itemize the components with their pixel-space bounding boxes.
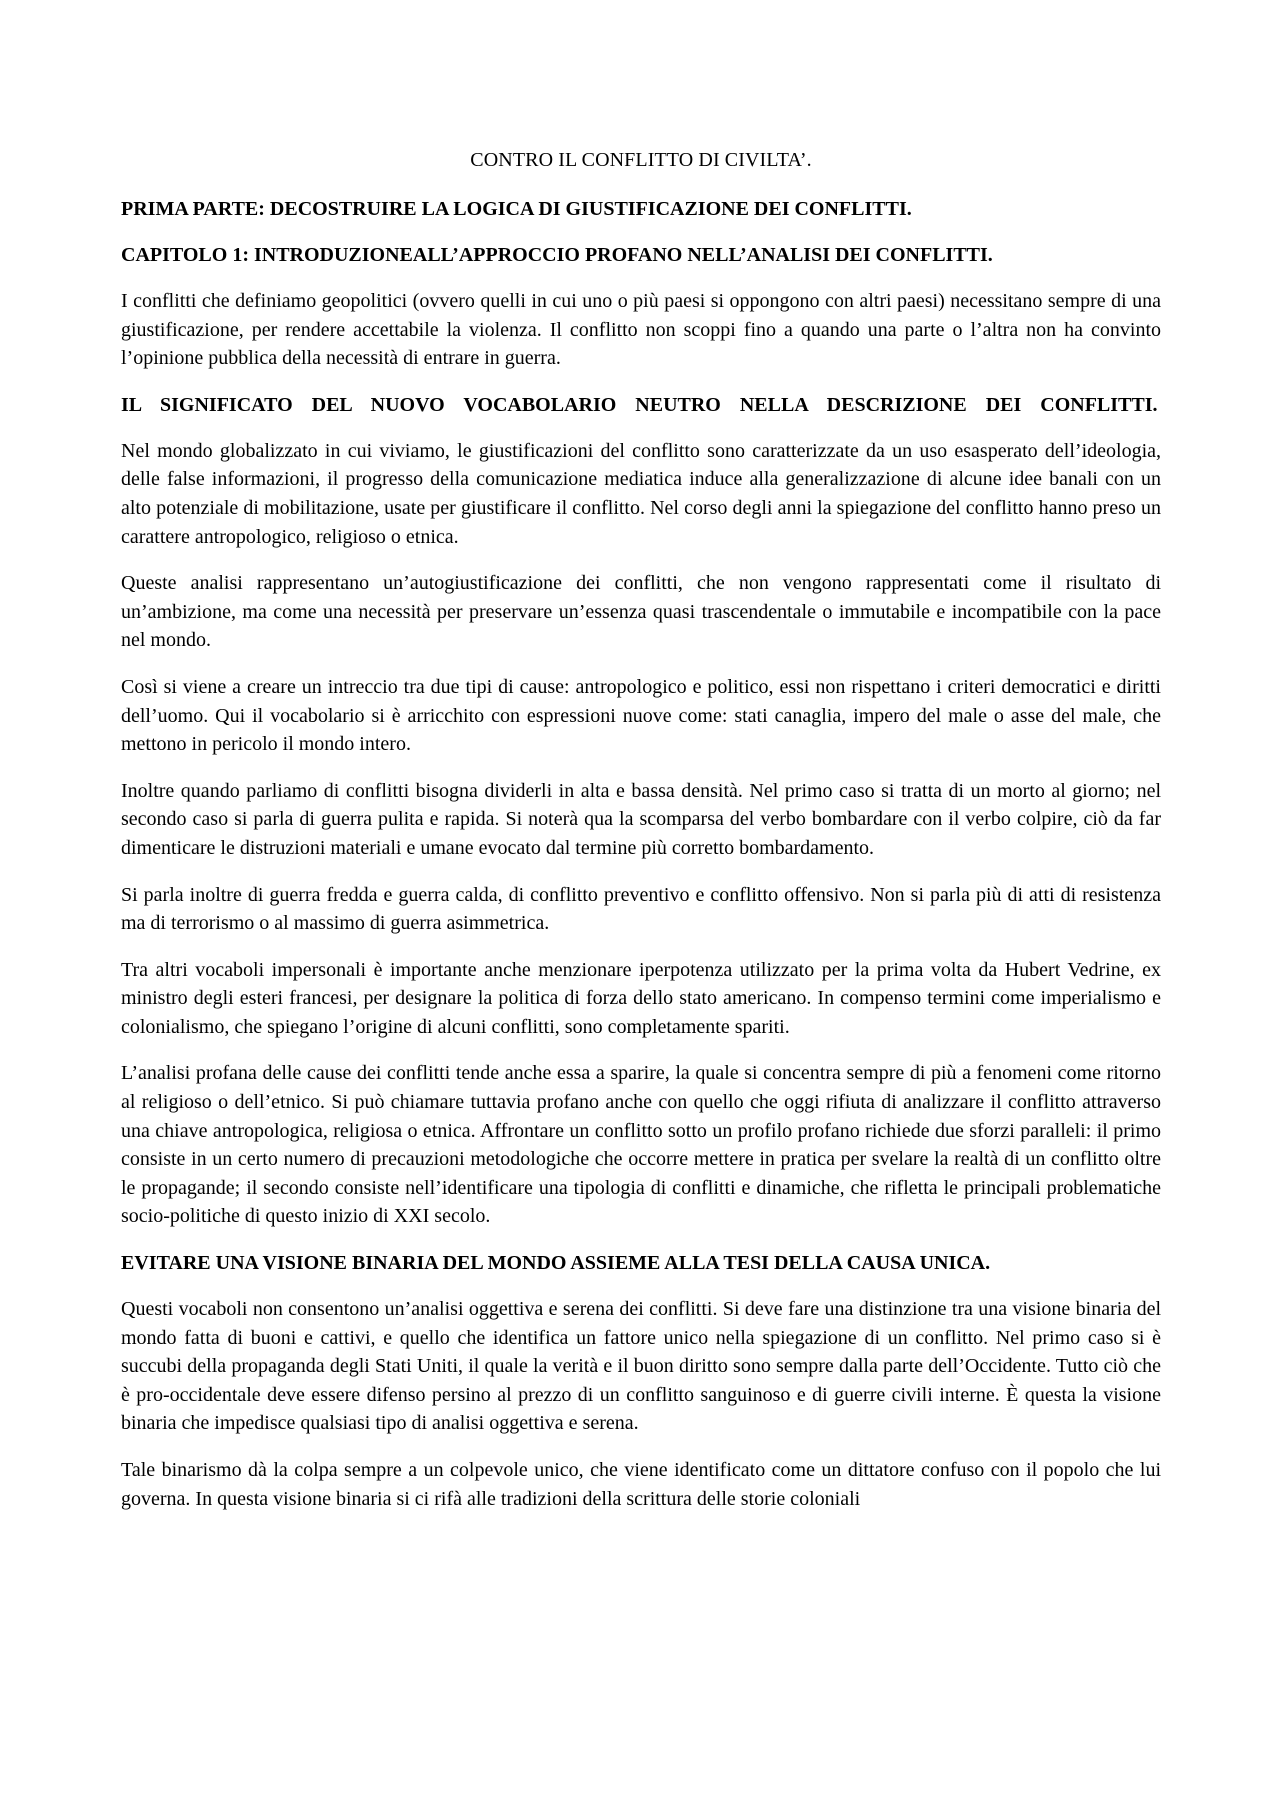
paragraph: Così si viene a creare un intreccio tra due tipi di cause: antropologico e politico, essi non rispettano i criteri democratici e diritti dell’uomo. Qui il vocabolario si è arricchito con espressioni nuove come: stati canaglia, impero del male o asse del male, che mettono in pericolo il mondo intero.	[121, 675, 1161, 756]
document-title: CONTRO IL CONFLITTO DI CIVILTA’.	[470, 149, 812, 171]
part-heading: PRIMA PARTE: DECOSTRUIRE LA LOGICA DI GIUSTIFICAZIONE DEI CONFLITTI.	[121, 198, 912, 220]
paragraph: L’analisi profana delle cause dei conflitti tende anche essa a sparire, la quale si concentra sempre di più a fenomeni come ritorno al religioso o dell’etnico. Si può chiamare tuttavia profano anche con quello che oggi rifiuta di analizzare il conflitto attraverso una chiave antropologica, religiosa o etnica. Affrontare un conflitto sotto un profilo profano richiede due sforzi paralleli: il primo consiste in un certo numero di precauzioni metodologiche che occorre mettere in pratica per svelare la realtà di un conflitto oltre le propagande; il secondo consiste nell’identificare una tipologia di conflitti e dinamiche, che rifletta le principali problematiche socio-politiche di questo inizio di XXI secolo.	[121, 1062, 1161, 1228]
intro-paragraph: I conflitti che definiamo geopolitici (ovvero quelli in cui uno o più paesi si oppongono con altri paesi) necessitano sempre di una giustificazione, per rendere accettabile la violenza. Il conflitto non scoppi fino a quando una parte o l’altra non ha convinto l’opinione pubblica della necessità di entrare in guerra.	[121, 290, 1161, 370]
section-heading-vocabolario: IL SIGNIFICATO DEL NUOVO VOCABOLARIO NEUTRO NELLA DESCRIZIONE DEI CONFLITTI.	[121, 393, 1158, 416]
section-heading-visione-binaria: EVITARE UNA VISIONE BINARIA DEL MONDO ASSIEME ALLA TESI DELLA CAUSA UNICA.	[121, 1252, 991, 1275]
paragraph: Tra altri vocaboli impersonali è importante anche menzionare iperpotenza utilizzato per la prima volta da Hubert Vedrine, ex ministro degli esteri francesi, per designare la politica di forza dello stato americano. In compenso termini come imperialismo e colonialismo, che spiegano l’origine di alcuni conflitti, sono completamente spariti.	[121, 958, 1161, 1038]
paragraph: Tale binarismo dà la colpa sempre a un colpevole unico, che viene identificato come un dittatore confuso con il popolo che lui governa. In questa visione binaria si ci rifà alle tradizioni della scrittura delle storie coloniali	[121, 1459, 1161, 1510]
paragraph: Questi vocaboli non consentono un’analisi oggettiva e serena dei conflitti. Si deve fare una distinzione tra una visione binaria del mondo fatta di buoni e cattivi, e quello che identifica un fattore unico nella spiegazione di un conflitto. Nel primo caso si è succubi della propaganda degli Stati Uniti, il quale la verità e il buon diritto sono sempre dalla parte dell’Occidente. Tutto ciò che è pro-occidentale deve essere difenso persino al prezzo di un conflitto sanguinoso e di guerre civili interne. È questa la visione binaria che impedisce qualsiasi tipo di analisi oggettiva e serena.	[121, 1298, 1161, 1435]
paragraph: Si parla inoltre di guerra fredda e guerra calda, di conflitto preventivo e conflitto offensivo. Non si parla più di atti di resistenza ma di terrorismo o al massimo di guerra asimmetrica.	[121, 883, 1161, 935]
chapter-heading: CAPITOLO 1: INTRODUZIONEALL’APPROCCIO PROFANO NELL’ANALISI DEI CONFLITTI.	[121, 244, 993, 266]
document-page	[121, 147, 1161, 1531]
paragraph: Queste analisi rappresentano un’autogiustificazione dei conflitti, che non vengono rappresentati come il risultato di un’ambizione, ma come una necessità per preservare un’essenza quasi trascendentale o immutabile e incompatibile con la pace nel mondo.	[121, 572, 1161, 652]
paragraph: Nel mondo globalizzato in cui viviamo, le giustificazioni del conflitto sono caratterizzate da un uso esasperato dell’ideologia, delle false informazioni, il progresso della comunicazione mediatica induce alla generalizzazione di alcune idee banali con un alto potenziale di mobilitazione, usate per giustificare il conflitto. Nel corso degli anni la spiegazione del conflitto hanno preso un carattere antropologico, religioso o etnica.	[121, 439, 1161, 548]
paragraph: Inoltre quando parliamo di conflitti bisogna dividerli in alta e bassa densità. Nel primo caso si tratta di un morto al giorno; nel secondo caso si parla di guerra pulita e rapida. Si noterà qua la scomparsa del verbo bombardare con il verbo colpire, ciò da far dimenticare le distruzioni materiali e umane evocato dal termine più corretto bombardamento.	[121, 779, 1161, 859]
